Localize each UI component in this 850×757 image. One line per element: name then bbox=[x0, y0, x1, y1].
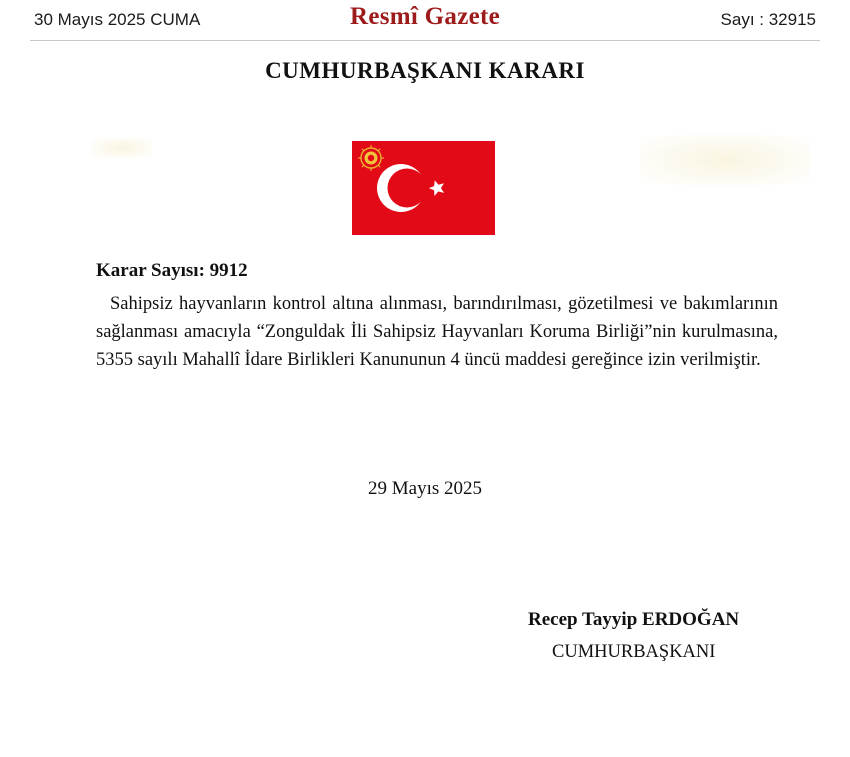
decision-number: Karar Sayısı: 9912 bbox=[96, 260, 248, 281]
watermark-right bbox=[640, 135, 810, 185]
gazette-title: Resmî Gazete bbox=[349, 3, 501, 30]
issue-number: Sayı : 32915 bbox=[720, 10, 816, 29]
signatory-title: CUMHURBAŞKANI bbox=[552, 642, 716, 662]
header-divider bbox=[30, 40, 820, 41]
watermark-left bbox=[92, 138, 152, 158]
decision-date: 29 Mayıs 2025 bbox=[368, 478, 482, 499]
decision-body-text: Sahipsiz hayvanların kontrol altına alınması, barındırılması, gözetilmesi ve bakımlarının sağlanması amacıyla “Zonguldak İli Sahipsiz Hayvanları Koruma Birliği”nin kurulmasına, 5355 sayılı Mahallî İdare Birlikleri Kanununun 4 üncü maddesi gereğince izin verilmiştir. bbox=[96, 294, 778, 370]
gazette-header bbox=[0, 0, 850, 40]
decision-title: CUMHURBAŞKANI KARARI bbox=[265, 58, 585, 83]
decision-body bbox=[96, 290, 778, 374]
header-date: 30 Mayıs 2025 CUMA bbox=[34, 10, 201, 29]
turkish-flag-icon bbox=[352, 141, 495, 235]
signatory-name: Recep Tayyip ERDOĞAN bbox=[528, 609, 740, 630]
